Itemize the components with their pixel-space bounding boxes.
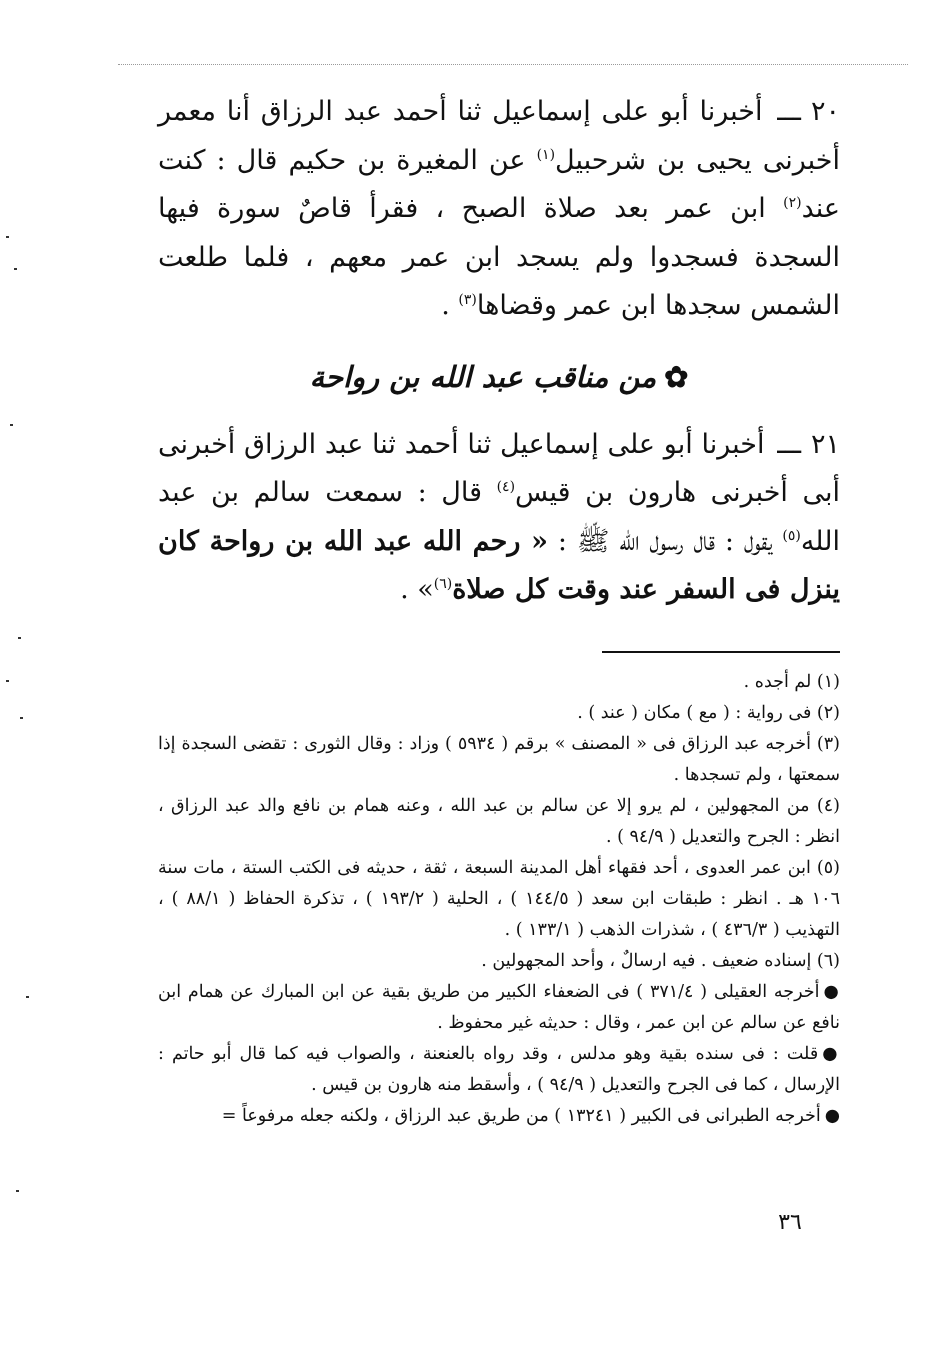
bullet-icon: ●	[822, 1043, 840, 1064]
footnote-ref: (٢)	[783, 195, 802, 211]
heading-title: من مناقب عبد الله بن رواحة	[309, 359, 657, 394]
note-item	[158, 977, 840, 1039]
page-number: ٣٦	[778, 1210, 802, 1235]
scan-speck	[20, 717, 23, 719]
note-text: قلت : فى سنده بقية وهو مدلس ، وقد رواه بالعنعنة ، والصواب فيه كما قال أبو حاتم : الإرسال ، كما فى الجرح والتعديل ( ٩٤/٩ ) ، وأسقط منه هارون بن قيس .	[158, 1043, 840, 1095]
hadith-text: أخبرنا أبو على إسماعيل ثنا أحمد ثنا عبد الرزاق أخبرنى أبى أخبرنى هارون بن قيس	[158, 428, 840, 508]
hadith-number: ٢١	[810, 428, 840, 460]
footnote-ref: (١)	[536, 146, 556, 163]
scan-speck	[6, 680, 9, 682]
scan-speck	[26, 996, 29, 998]
bullet-icon: ●	[824, 1105, 840, 1126]
hadith-end: .	[441, 290, 450, 321]
footnote-ref: (٤)	[496, 479, 516, 495]
hadith-20: ٢٠ـــ أخبرنا أبو على إسماعيل ثنا أحمد عبد الرزاق أنا معمر أخبرنى يحيى بن شرحبيل$^{(١)}$ عن المغيرة بن حكيم قال : كنت عند$^{(٢)}$ ابن عمر بعد صلاة الصبح ، فقرأ قاصٌ سورة فيها السجدة فسجدوا ولم يسجد ابن عمر معهم ، فلما طلعت الشمس سجدها ابن عمر وقضاها$^{(٣)}$ .	[158, 96, 840, 321]
hadith-text: أخبرنا أبو على إسماعيل ثنا أحمد عبد الرزاق أنا معمر أخبرنى يحيى بن شرحبيل	[158, 96, 840, 176]
hadith-text: يقول : قال رسول الله ﷺ :	[557, 525, 773, 557]
note-item	[158, 1101, 840, 1132]
footnote-rule	[602, 651, 840, 653]
scan-speck	[16, 1190, 19, 1192]
footnote: (٥) ابن عمر العدوى ، أحد فقهاء أهل المدينة السبعة ، ثقة ، حديثه فى الكتب الستة ، مات سنة ١٠٦ هـ . انظر : طبقات ابن سعد ( ١٤٤/٥ ) ، الحلية ( ١٩٣/٢ ) ، تذكرة الحفاظ ( ٨٨/١ ) ، التهذيب ( ٤٣٦/٣ ) ، شذرات الذهب ( ١٣٣/١ ) .	[158, 857, 840, 940]
hadith-text: عن المغيرة بن حكيم قال : كنت عند	[158, 144, 840, 224]
hadith-text: قال : سمعت سالم بن عبد الله	[158, 477, 840, 557]
note-item	[158, 1039, 840, 1101]
footnote-ref: (٥)	[782, 527, 801, 544]
ornament-icon: ✿	[664, 359, 689, 394]
footnote: (٢) فى رواية : ( مع ) مكان ( عند ) .	[577, 702, 840, 723]
bullet-icon: ●	[823, 981, 841, 1002]
footnote: (٣) أخرجه عبد الرزاق فى « المصنف » برقم ( ٥٩٣٤ ) وزاد : وقال الثورى : تقضى السجدة إذا سمعتها ، ولم تسجدها .	[158, 733, 840, 785]
note-text: أخرجه الطبرانى فى الكبير ( ١٣٢٤١ ) من طريق عبد الرزاق ، ولكنه جعله مرفوعاً =	[221, 1105, 821, 1126]
scan-speck	[6, 236, 9, 238]
note-text: أخرجه العقيلى ( ٣٧١/٤ ) فى الضعفاء الكبير من طريق بقية عن ابن المبارك عن همام ابن نافع عن سالم عن ابن عمر ، وقال : حديثه غير محفوظ .	[158, 981, 840, 1033]
footnote: (٦) إسناده ضعيف . فيه ارسالٌ ، وأحد المجهولين .	[481, 950, 840, 971]
footnote-ref: (٣)	[458, 292, 477, 308]
footnote-ref: (٦)	[433, 576, 453, 592]
hadith-quote: « رحم الله عبد الله بن رواحة كان ينزل فى السفر عند وقت كل صلاة	[158, 525, 840, 605]
top-dotted-line	[118, 64, 908, 65]
scan-speck	[14, 268, 17, 270]
section-heading	[158, 353, 840, 401]
scan-speck	[18, 637, 21, 639]
page-body	[158, 88, 840, 1132]
hadith-text: ابن عمر بعد صلاة الصبح ، فقرأ قاصٌ سورة فيها السجدة فسجدوا ولم يسجد ابن عمر معهم ، فلما طلعت الشمس سجدها ابن عمر وقضاها	[158, 193, 840, 321]
hadith-quote-end: » .	[400, 574, 434, 605]
scan-speck	[10, 424, 13, 426]
hadith-number: ٢٠	[810, 96, 840, 127]
footnote: (٤) من المجهولين ، لم يرو إلا عن سالم بن عبد الله ، وعنه همام بن نافع والد عبد الرزاق ، انظر : الجرح والتعديل ( ٩٤/٩ ) .	[158, 795, 840, 847]
hadith-21: ٢١ـــ أخبرنا أبو على إسماعيل ثنا أحمد ثنا عبد الرزاق أخبرنى أبى أخبرنى هارون بن قيس$^{(٤)}$ قال : سمعت سالم بن عبد الله$^{(٥)}$ يقول : قال رسول الله ﷺ : « رحم الله عبد الله بن رواحة كان ينزل فى السفر عند وقت كل صلاة$^{(٦)}$» .	[158, 428, 840, 605]
footnote: (١) لم أجده .	[743, 671, 840, 692]
